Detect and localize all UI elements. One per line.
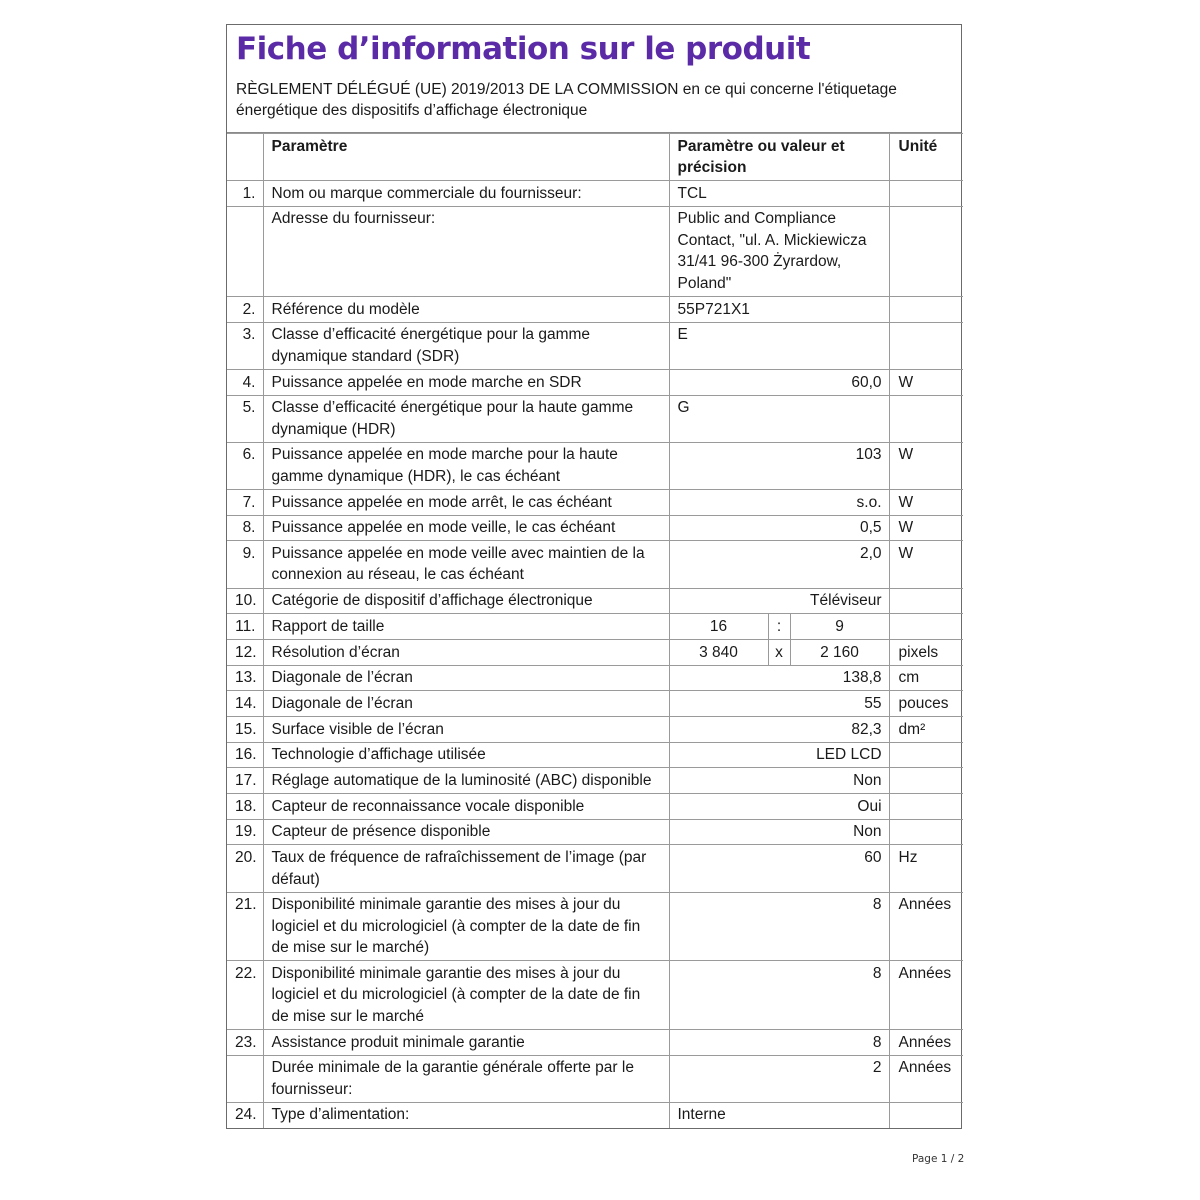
row-value: G — [669, 395, 889, 442]
row-number: 8. — [227, 515, 263, 541]
row-parameter: Adresse du fournisseur: — [263, 206, 669, 296]
row-number: 23. — [227, 1030, 263, 1056]
row-number — [227, 1055, 263, 1102]
row-unit: Hz — [889, 845, 963, 892]
row-unit: W — [889, 515, 963, 541]
table-row — [227, 768, 963, 794]
header-unit: Unité — [889, 134, 963, 181]
row-parameter: Puissance appelée en mode arrêt, le cas échéant — [263, 490, 669, 516]
row-unit — [889, 206, 963, 296]
row-number: 18. — [227, 794, 263, 820]
row-value: 8 — [669, 1030, 889, 1056]
row-value: 55 — [669, 691, 889, 717]
row-parameter: Nom ou marque commerciale du fournisseur: — [263, 181, 669, 207]
row-number: 3. — [227, 322, 263, 369]
row-value: 8 — [669, 892, 889, 961]
row-unit — [889, 181, 963, 207]
product-spec-table — [227, 133, 963, 1128]
row-parameter: Puissance appelée en mode veille, le cas échéant — [263, 515, 669, 541]
row-parameter: Capteur de présence disponible — [263, 819, 669, 845]
table-row — [227, 794, 963, 820]
document-title: Fiche d’information sur le produit — [236, 31, 811, 67]
table-row — [227, 206, 963, 296]
row-unit: pouces — [889, 691, 963, 717]
row-value: 2 — [669, 1055, 889, 1102]
row-parameter: Type d’alimentation: — [263, 1102, 669, 1127]
row-unit — [889, 588, 963, 614]
table-row — [227, 819, 963, 845]
row-unit: W — [889, 369, 963, 395]
row-number: 11. — [227, 614, 263, 640]
row-parameter: Classe d’efficacité énergétique pour la haute gamme dynamique (HDR) — [263, 395, 669, 442]
table-row — [227, 665, 963, 691]
row-value: Interne — [669, 1102, 889, 1127]
table-row — [227, 490, 963, 516]
row-number: 9. — [227, 541, 263, 588]
table-row — [227, 614, 963, 640]
document-subtitle: RÈGLEMENT DÉLÉGUÉ (UE) 2019/2013 DE LA COMMISSION en ce qui concerne l'étiquetage énergétique des dispositifs d’affichage électronique — [227, 71, 961, 133]
table-row — [227, 181, 963, 207]
row-unit — [889, 742, 963, 768]
row-number: 17. — [227, 768, 263, 794]
row-value-separator: x — [768, 639, 790, 665]
table-row — [227, 1030, 963, 1056]
row-parameter: Disponibilité minimale garantie des mises à jour du logiciel et du micrologiciel (à compter de la date de fin de mise sur le marché — [263, 961, 669, 1030]
row-unit: W — [889, 442, 963, 489]
table-row — [227, 322, 963, 369]
row-parameter: Technologie d’affichage utilisée — [263, 742, 669, 768]
row-number: 19. — [227, 819, 263, 845]
row-unit — [889, 614, 963, 640]
row-number: 13. — [227, 665, 263, 691]
row-value: 0,5 — [669, 515, 889, 541]
table-row — [227, 845, 963, 892]
row-number: 20. — [227, 845, 263, 892]
row-value: 8 — [669, 961, 889, 1030]
row-value-part: 16 — [669, 614, 768, 640]
row-value-part: 2 160 — [790, 639, 889, 665]
row-value: Téléviseur — [669, 588, 889, 614]
row-parameter: Rapport de taille — [263, 614, 669, 640]
table-row — [227, 717, 963, 743]
row-parameter: Assistance produit minimale garantie — [263, 1030, 669, 1056]
product-information-sheet — [226, 24, 962, 1129]
row-value: 55P721X1 — [669, 297, 889, 323]
row-unit — [889, 819, 963, 845]
row-number — [227, 206, 263, 296]
row-unit: pixels — [889, 639, 963, 665]
row-number: 7. — [227, 490, 263, 516]
row-value: s.o. — [669, 490, 889, 516]
table-row — [227, 297, 963, 323]
row-value-separator: : — [768, 614, 790, 640]
row-unit: cm — [889, 665, 963, 691]
row-number: 15. — [227, 717, 263, 743]
row-number: 5. — [227, 395, 263, 442]
row-value: LED LCD — [669, 742, 889, 768]
row-parameter: Disponibilité minimale garantie des mises à jour du logiciel et du micrologiciel (à compter de la date de fin de mise sur le marché) — [263, 892, 669, 961]
table-header-row — [227, 134, 963, 181]
row-value: 2,0 — [669, 541, 889, 588]
row-value: 138,8 — [669, 665, 889, 691]
header-number-cell — [227, 134, 263, 181]
row-parameter: Capteur de reconnaissance vocale disponible — [263, 794, 669, 820]
table-body — [227, 181, 963, 1128]
table-row — [227, 639, 963, 665]
row-number: 12. — [227, 639, 263, 665]
row-number: 2. — [227, 297, 263, 323]
row-number: 1. — [227, 181, 263, 207]
row-parameter: Puissance appelée en mode marche pour la haute gamme dynamique (HDR), le cas échéant — [263, 442, 669, 489]
row-parameter: Diagonale de l’écran — [263, 665, 669, 691]
row-value: Non — [669, 768, 889, 794]
table-row — [227, 1102, 963, 1127]
row-unit: Années — [889, 892, 963, 961]
row-number: 6. — [227, 442, 263, 489]
row-parameter: Référence du modèle — [263, 297, 669, 323]
row-parameter: Catégorie de dispositif d’affichage électronique — [263, 588, 669, 614]
table-row — [227, 742, 963, 768]
row-unit — [889, 395, 963, 442]
row-unit — [889, 794, 963, 820]
table-row — [227, 369, 963, 395]
row-unit: Années — [889, 1030, 963, 1056]
row-value: Public and Compliance Contact, "ul. A. Mickiewicza 31/41 96-300 Żyrardow, Poland" — [669, 206, 889, 296]
row-unit — [889, 1102, 963, 1127]
row-number: 24. — [227, 1102, 263, 1127]
row-unit — [889, 768, 963, 794]
row-value: Non — [669, 819, 889, 845]
row-number: 4. — [227, 369, 263, 395]
row-value-part: 9 — [790, 614, 889, 640]
header-value: Paramètre ou valeur et précision — [669, 134, 889, 181]
table-row — [227, 691, 963, 717]
table-row — [227, 961, 963, 1030]
row-value: 82,3 — [669, 717, 889, 743]
row-unit — [889, 322, 963, 369]
row-number: 21. — [227, 892, 263, 961]
row-parameter: Surface visible de l’écran — [263, 717, 669, 743]
header-parameter: Paramètre — [263, 134, 669, 181]
table-row — [227, 892, 963, 961]
row-parameter: Diagonale de l’écran — [263, 691, 669, 717]
row-value: E — [669, 322, 889, 369]
row-parameter: Taux de fréquence de rafraîchissement de l’image (par défaut) — [263, 845, 669, 892]
row-number: 22. — [227, 961, 263, 1030]
row-number: 14. — [227, 691, 263, 717]
row-number: 16. — [227, 742, 263, 768]
table-row — [227, 442, 963, 489]
row-unit: dm² — [889, 717, 963, 743]
row-value: Oui — [669, 794, 889, 820]
row-parameter: Puissance appelée en mode marche en SDR — [263, 369, 669, 395]
table-row — [227, 1055, 963, 1102]
row-parameter: Puissance appelée en mode veille avec maintien de la connexion au réseau, le cas échéant — [263, 541, 669, 588]
row-unit: W — [889, 490, 963, 516]
table-row — [227, 395, 963, 442]
table-row — [227, 515, 963, 541]
row-unit — [889, 297, 963, 323]
page-number: Page 1 / 2 — [912, 1153, 965, 1165]
row-parameter: Classe d’efficacité énergétique pour la gamme dynamique standard (SDR) — [263, 322, 669, 369]
row-parameter: Réglage automatique de la luminosité (ABC) disponible — [263, 768, 669, 794]
row-value-part: 3 840 — [669, 639, 768, 665]
row-number: 10. — [227, 588, 263, 614]
row-unit: Années — [889, 961, 963, 1030]
row-unit: W — [889, 541, 963, 588]
row-value: 103 — [669, 442, 889, 489]
row-value: 60,0 — [669, 369, 889, 395]
row-unit: Années — [889, 1055, 963, 1102]
row-value: TCL — [669, 181, 889, 207]
table-row — [227, 541, 963, 588]
row-parameter: Durée minimale de la garantie générale offerte par le fournisseur: — [263, 1055, 669, 1102]
table-row — [227, 588, 963, 614]
row-parameter: Résolution d’écran — [263, 639, 669, 665]
row-value: 60 — [669, 845, 889, 892]
